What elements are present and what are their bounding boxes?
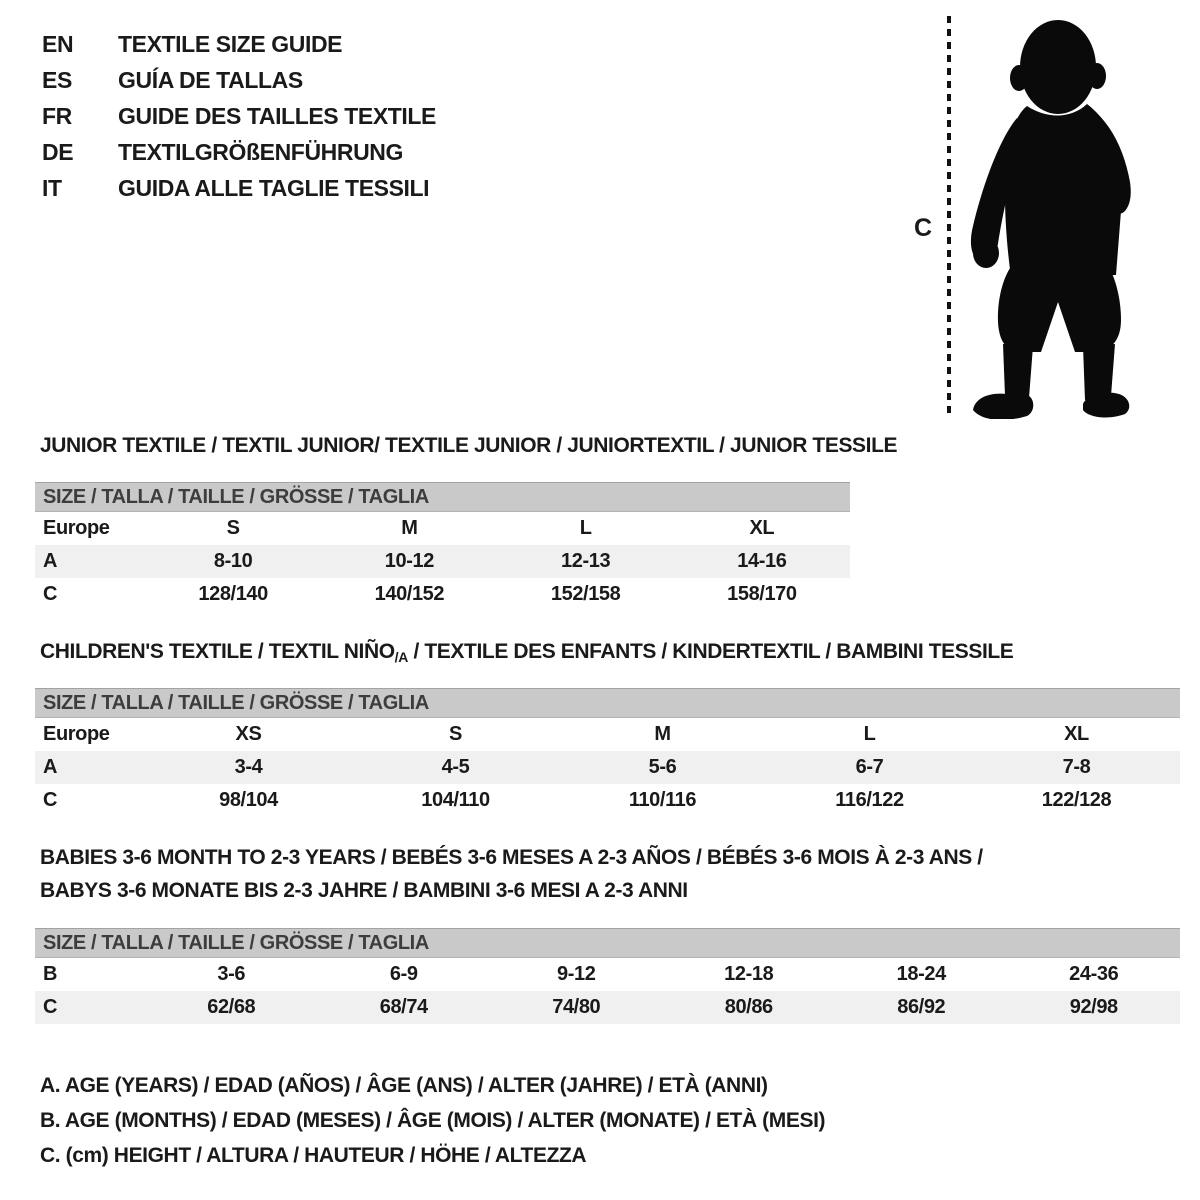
children-region-label: Europe — [43, 723, 110, 745]
junior-size-s: S — [226, 517, 240, 539]
junior-region-label: Europe — [43, 517, 110, 539]
junior-size-l: L — [579, 517, 592, 539]
children-columns-row — [35, 718, 1180, 751]
junior-size-m: M — [401, 517, 418, 539]
toddler-silhouette-image — [955, 14, 1140, 419]
babies-months-value: 6-9 — [389, 963, 418, 985]
children-heading-subscript: /A — [394, 649, 409, 665]
junior-size-table — [35, 482, 850, 611]
row-label-a: A — [35, 751, 145, 784]
legend-line-a: A. AGE (YEARS) / EDAD (AÑOS) / ÂGE (ANS) / ALTER (JAHRE) / ETÀ (ANNI) — [40, 1074, 768, 1097]
babies-section-heading — [40, 841, 983, 907]
guide-title-fr: GUIDE DES TAILLES TEXTILE — [118, 103, 436, 129]
babies-months-row — [35, 958, 1180, 991]
language-code: DE — [42, 139, 74, 165]
children-age-row — [35, 751, 1180, 784]
children-age-value: 5-6 — [559, 751, 766, 784]
babies-height-value: 92/98 — [1008, 991, 1181, 1024]
row-label-a: A — [35, 545, 145, 578]
children-height-value: 116/122 — [835, 789, 904, 811]
junior-age-value: 8-10 — [145, 545, 321, 578]
babies-months-value: 3-6 — [217, 963, 246, 985]
children-age-value: 7-8 — [973, 751, 1180, 784]
measurement-legend — [40, 1068, 825, 1173]
babies-heading-line2: BABYS 3-6 MONATE BIS 2-3 JAHRE / BAMBINI 3-6 MESI A 2-3 ANNI — [40, 879, 688, 902]
babies-months-value: 12-18 — [724, 963, 774, 985]
babies-height-value: 68/74 — [318, 991, 491, 1024]
junior-age-value: 10-12 — [321, 545, 497, 578]
children-heading-prefix: CHILDREN'S TEXTILE / TEXTIL NIÑO — [40, 640, 395, 663]
junior-height-value: 140/152 — [374, 583, 445, 605]
children-height-value: 122/128 — [1041, 789, 1112, 811]
babies-heading-line1: BABIES 3-6 MONTH TO 2-3 YEARS / BEBÉS 3-6 MESES A 2-3 AÑOS / BÉBÉS 3-6 MOIS À 2-3 ANS / — [40, 846, 983, 869]
language-row-it — [42, 170, 436, 206]
language-code: IT — [42, 175, 62, 201]
guide-title-it: GUIDA ALLE TAGLIE TESSILI — [118, 175, 430, 201]
babies-height-value: 80/86 — [663, 991, 836, 1024]
junior-age-row — [35, 545, 850, 578]
legend-line-c: C. (cm) HEIGHT / ALTURA / HAUTEUR / HÖHE / ALTEZZA — [40, 1144, 587, 1167]
row-label-c: C — [35, 991, 145, 1024]
babies-height-row — [35, 991, 1180, 1024]
language-code: EN — [42, 31, 74, 57]
height-measure-dashed-line — [944, 16, 954, 416]
row-label-b: B — [43, 963, 58, 985]
junior-section-heading: JUNIOR TEXTILE / TEXTIL JUNIOR/ TEXTILE JUNIOR / JUNIORTEXTIL / JUNIOR TESSILE — [40, 434, 898, 457]
row-label-c: C — [43, 583, 58, 605]
junior-height-value: 152/158 — [550, 583, 621, 605]
children-size-l: L — [863, 723, 876, 745]
children-age-value: 6-7 — [766, 751, 973, 784]
guide-title-en: TEXTILE SIZE GUIDE — [118, 31, 343, 57]
children-size-xs: XS — [235, 723, 262, 745]
language-code: ES — [42, 67, 72, 93]
babies-months-value: 9-12 — [557, 963, 596, 985]
language-row-de — [42, 134, 436, 170]
junior-height-value: 128/140 — [198, 583, 268, 605]
junior-table-size-header: SIZE / TALLA / TAILLE / GRÖSSE / TAGLIA — [35, 482, 850, 512]
language-title-list — [42, 26, 436, 206]
junior-height-row — [35, 578, 850, 611]
children-table-size-header: SIZE / TALLA / TAILLE / GRÖSSE / TAGLIA — [35, 688, 1180, 718]
babies-months-value: 18-24 — [896, 963, 946, 985]
children-size-s: S — [449, 723, 462, 745]
children-age-value: 3-4 — [145, 751, 352, 784]
language-row-en — [42, 26, 436, 62]
children-height-value: 104/110 — [421, 789, 490, 811]
row-label-c: C — [43, 789, 58, 811]
language-row-fr — [42, 98, 436, 134]
guide-title-de: TEXTILGRÖßENFÜHRUNG — [118, 139, 403, 165]
junior-height-value: 158/170 — [727, 583, 797, 605]
junior-age-value: 14-16 — [674, 545, 850, 578]
language-code: FR — [42, 103, 72, 129]
junior-size-xl: XL — [749, 517, 775, 539]
babies-height-value: 86/92 — [835, 991, 1008, 1024]
guide-title-es: GUÍA DE TALLAS — [118, 67, 303, 93]
children-height-value: 110/116 — [628, 789, 697, 811]
babies-table-size-header: SIZE / TALLA / TAILLE / GRÖSSE / TAGLIA — [35, 928, 1180, 958]
children-heading-suffix: / TEXTILE DES ENFANTS / KINDERTEXTIL / BAMBINI TESSILE — [408, 640, 1014, 663]
children-section-heading — [40, 640, 1013, 665]
children-height-row — [35, 784, 1180, 817]
babies-height-value: 74/80 — [490, 991, 663, 1024]
children-age-value: 4-5 — [352, 751, 559, 784]
babies-months-value: 24-36 — [1069, 963, 1119, 985]
children-height-value: 98/104 — [219, 789, 278, 811]
children-size-m: M — [654, 723, 671, 745]
babies-height-value: 62/68 — [145, 991, 318, 1024]
children-size-xl: XL — [1064, 723, 1089, 745]
junior-columns-row — [35, 512, 850, 545]
legend-line-b: B. AGE (MONTHS) / EDAD (MESES) / ÂGE (MOIS) / ALTER (MONATE) / ETÀ (MESI) — [40, 1109, 826, 1132]
children-size-table — [35, 688, 1180, 817]
language-row-es — [42, 62, 436, 98]
height-measure-label-c: C — [914, 214, 932, 242]
junior-age-value: 12-13 — [498, 545, 674, 578]
babies-size-table — [35, 928, 1180, 1024]
